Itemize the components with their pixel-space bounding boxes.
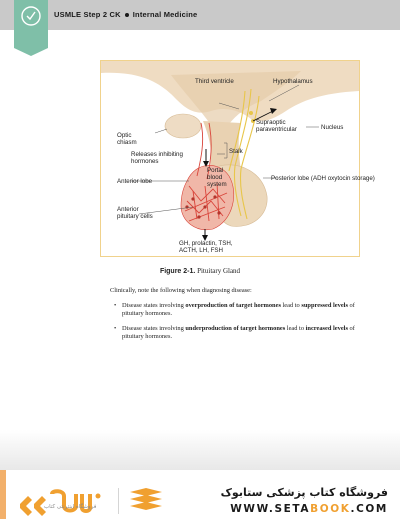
label-releases: Releases inhibiting — [131, 151, 183, 158]
label-output-hormones-2: ACTH, LH, FSH — [179, 247, 224, 254]
header-title — [54, 10, 197, 19]
label-chiasm: chiasm — [117, 139, 137, 146]
shop-url-link[interactable] — [230, 503, 388, 515]
label-anterior-lobe: Anterior lobe — [117, 178, 153, 185]
figure-caption — [0, 267, 400, 275]
list-item — [110, 302, 372, 319]
label-anterior-pituitary: Anterior — [117, 206, 139, 213]
label-stalk: Stalk — [229, 148, 243, 155]
bullet-list — [110, 302, 372, 342]
header-book: USMLE Step 2 CK — [54, 10, 121, 19]
bullet-text: of pituitary hormones. — [122, 301, 355, 318]
label-paraventricular: paraventricular — [256, 126, 297, 133]
label-nucleus: Nucleus — [321, 124, 344, 131]
caption-title: Pituitary Gland — [197, 267, 241, 275]
label-posterior-lobe: Posterior lobe (ADH oxytocin storage) — [271, 175, 375, 182]
caption-number: Figure 2-1. — [159, 268, 196, 275]
label-third-ventricle: Third ventricle — [195, 78, 234, 85]
bullet-emphasis: increased levels — [305, 324, 348, 332]
optic-chiasm-shape — [165, 114, 201, 138]
label-system: system — [207, 181, 227, 188]
url-part: WWW.SETA — [230, 503, 311, 515]
url-highlight: BOOK — [310, 503, 351, 515]
bullet-text: lead to — [285, 324, 306, 332]
pituitary-illustration — [101, 61, 375, 256]
bullet-text: of pituitary hormones. — [122, 324, 355, 341]
list-item — [110, 325, 372, 342]
bullet-dot-icon — [125, 13, 129, 17]
label-supraoptic: Supraoptic — [256, 119, 286, 126]
header-section: Internal Medicine — [132, 10, 198, 19]
bullet-text: lead to — [280, 301, 302, 309]
chapter-ribbon — [14, 0, 48, 56]
footer-accent-bar — [0, 470, 6, 519]
bullet-emphasis: underproduction of target hormones — [185, 324, 286, 332]
intro-paragraph: Clinically, note the following when diagnosing disease: — [110, 287, 252, 294]
divider — [118, 488, 119, 514]
shop-title: فروشگاه کتاب پزشکی ستابوک — [220, 486, 388, 499]
book-stack-icon — [128, 486, 164, 516]
bullet-text: Disease states involving — [122, 301, 186, 309]
logo-subtitle: فروشگاه اینترنتی کتاب — [44, 504, 97, 510]
footer-branding — [0, 470, 400, 519]
bullet-text: Disease states involving — [122, 324, 186, 332]
body-text — [110, 287, 372, 348]
setabook-logo-icon — [16, 486, 106, 516]
running-header — [0, 0, 400, 30]
label-optic: Optic — [117, 132, 132, 139]
label-output-hormones: GH, prolactin, TSH, — [179, 240, 233, 247]
figure-pituitary-gland — [100, 60, 375, 257]
url-part: .COM — [350, 503, 388, 515]
label-pituitary-cells: pituitary cells — [117, 213, 153, 220]
label-portal: Portal — [207, 167, 224, 174]
page-bottom-fade — [0, 430, 400, 470]
bullet-emphasis: overproduction of target hormones — [185, 301, 281, 309]
label-blood: blood — [207, 174, 223, 181]
bullet-emphasis: suppressed levels — [301, 301, 348, 309]
label-hormones: hormones — [131, 158, 159, 165]
supraoptic-nucleus-dot — [249, 111, 253, 115]
label-hypothalamus: Hypothalamus — [273, 78, 313, 85]
